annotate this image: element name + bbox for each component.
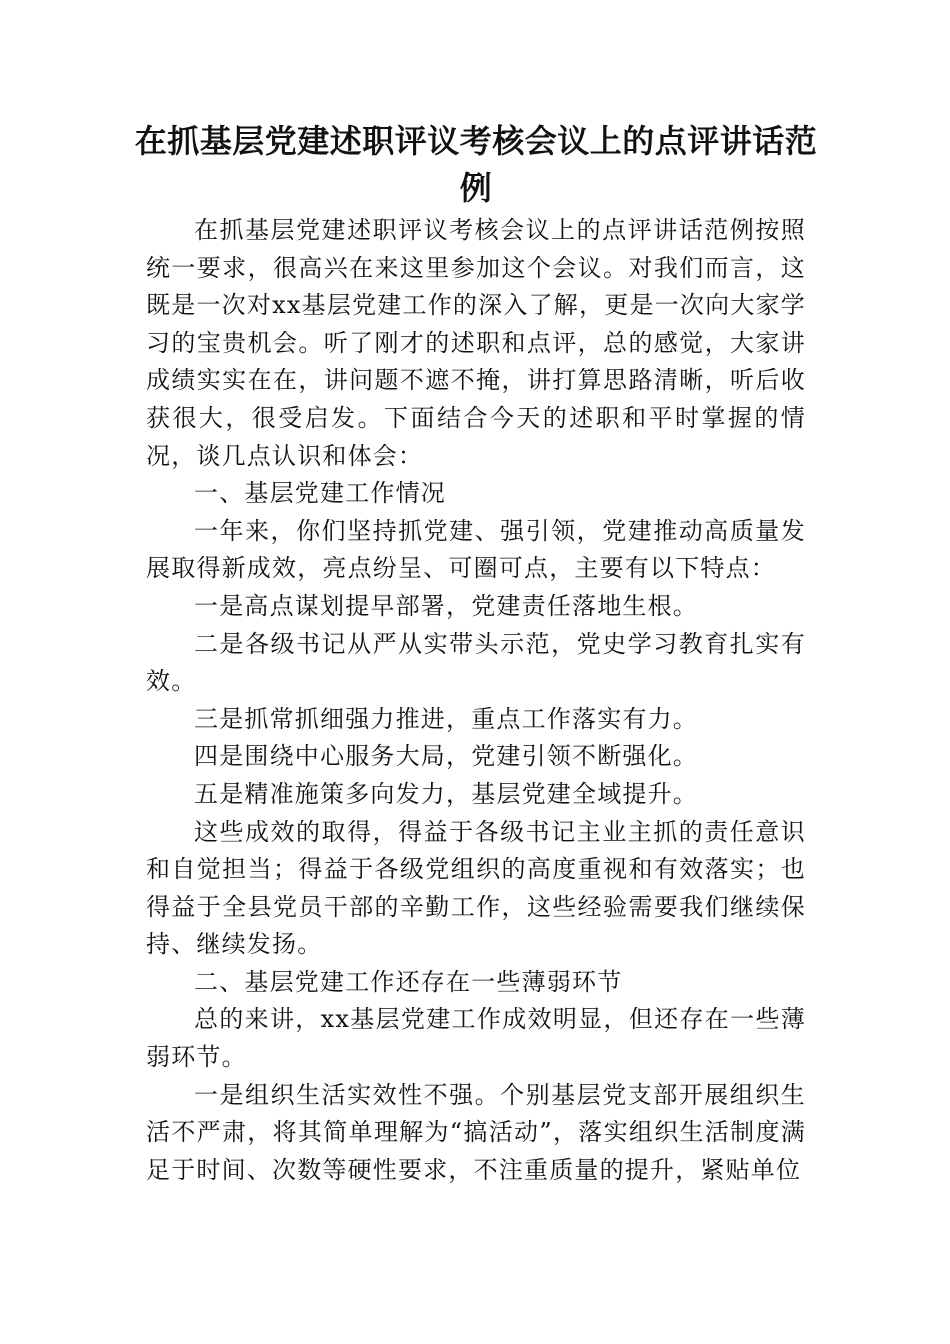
section-heading-1: 一、基层党建工作情况 (194, 479, 446, 508)
paragraph-intro: 在抓基层党建述职评议考核会议上的点评讲话范例按照统一要求，很高兴在来这里参加这个会议。对我们而言，这既是一次对xx基层党建工作的深入了解，更是一次向大家学习的宝贵机会。听了刚才的述职和点评，总的感觉，大家讲成绩实实在在，讲问题不遮不掩，讲打算思路清晰，听后收获很大，很受启发。下面结合今天的述职和平时掌握的情况，谈几点认识和体会： (146, 216, 806, 470)
list-item: 三是抓常抓细强力推进，重点工作落实有力。 (194, 704, 698, 733)
document-page (134, 118, 818, 1189)
paragraph: 这些成效的取得，得益于各级书记主业主抓的责任意识和自觉担当；得益于各级党组织的高度重视和有效落实；也得益于全县党员干部的辛勤工作，这些经验需要我们继续保持、继续发扬。 (146, 817, 806, 959)
list-item: 五是精准施策多向发力，基层党建全域提升。 (194, 779, 698, 808)
section-heading-2: 二、基层党建工作还存在一些薄弱环节 (194, 967, 623, 996)
paragraph: 一是组织生活实效性不强。个别基层党支部开展组织生活不严肃，将其简单理解为“搞活动”，落实组织生活制度满足于时间、次数等硬性要求，不注重质量的提升，紧贴单位 (146, 1080, 806, 1184)
document-title: 在抓基层党建述职评议考核会议上的点评讲话范例 (134, 122, 818, 207)
paragraph: 一年来，你们坚持抓党建、强引领，党建推动高质量发展取得新成效，亮点纷呈、可圈可点，主要有以下特点： (146, 516, 806, 583)
paragraph: 总的来讲，xx基层党建工作成效明显，但还存在一些薄弱环节。 (146, 1005, 806, 1072)
list-item: 四是围绕中心服务大局，党建引领不断强化。 (194, 742, 698, 771)
list-item: 二是各级书记从严从实带头示范，党史学习教育扎实有效。 (146, 629, 806, 696)
list-item: 一是高点谋划提早部署，党建责任落地生根。 (194, 591, 698, 620)
